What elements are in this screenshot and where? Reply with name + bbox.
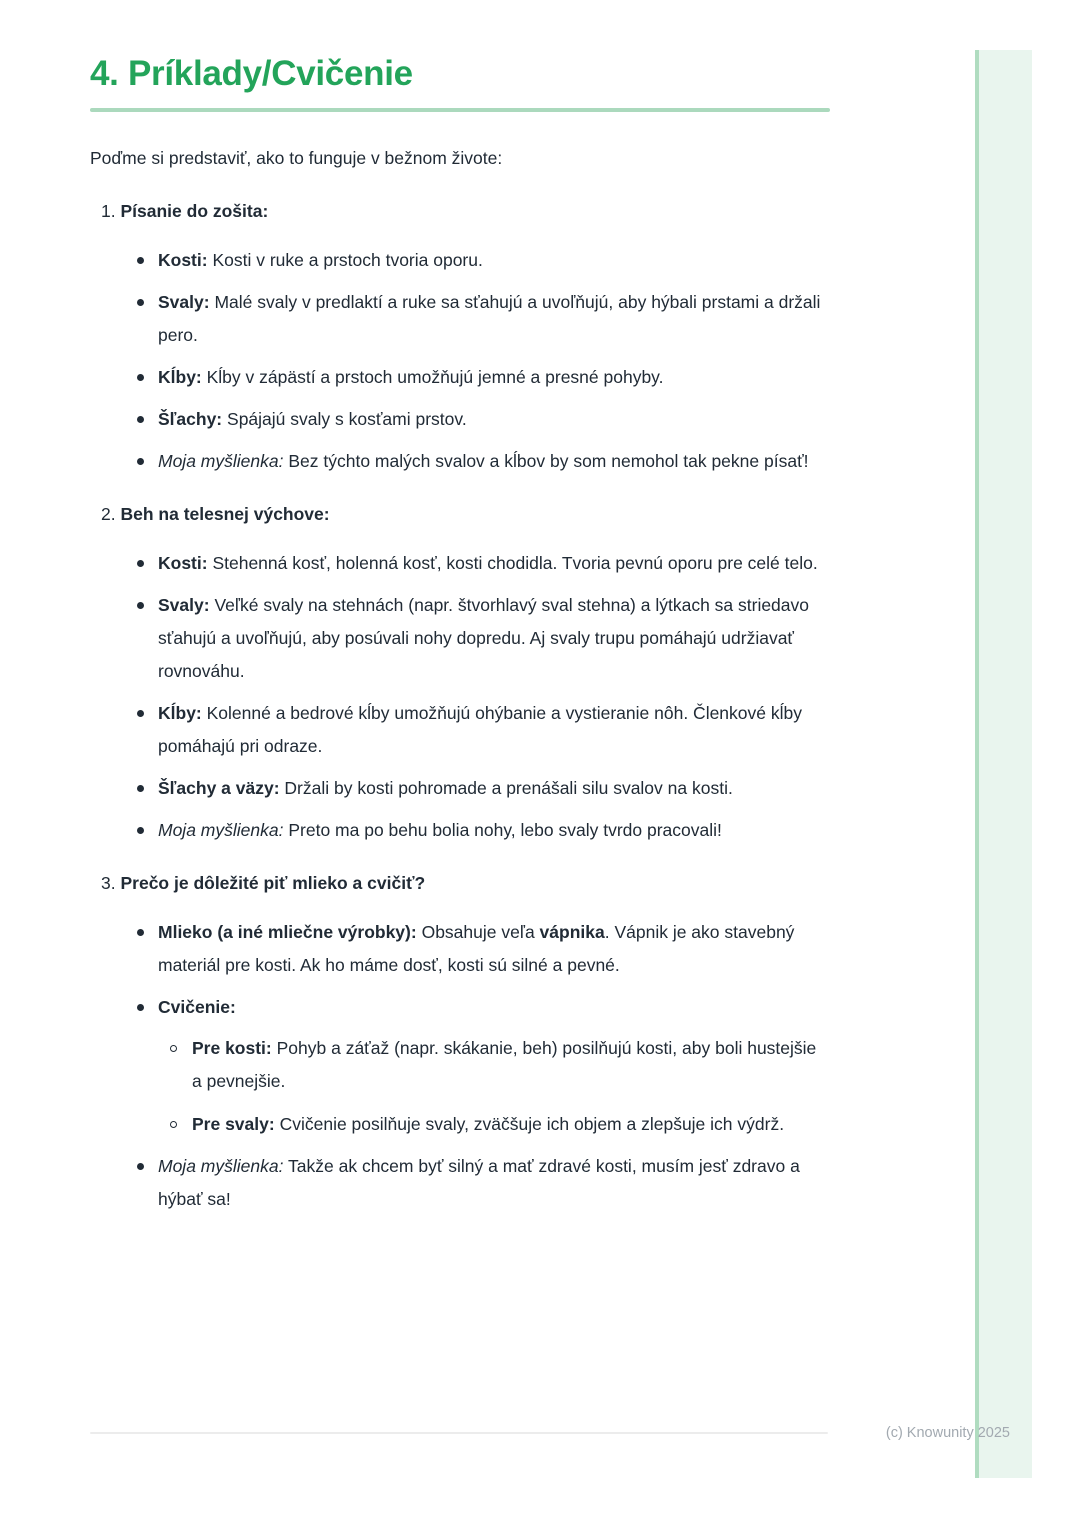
list-item (137, 547, 830, 580)
item-label: Kĺby: (158, 703, 202, 723)
item-text: Takže ak chcem byť silný a mať zdravé kosti, musím jesť zdravo a hýbať sa! (158, 1156, 800, 1209)
sections (90, 195, 830, 1216)
item-text-block (158, 697, 830, 763)
list-item (137, 403, 830, 436)
sub-item-label: Pre svaly: (192, 1114, 275, 1134)
item-label: Šľachy a väzy: (158, 778, 280, 798)
bullet-icon (137, 602, 144, 609)
section-number: 3. (101, 873, 116, 893)
item-text: Kosti v ruke a prstoch tvoria oporu. (212, 250, 483, 270)
section-title: Beh na telesnej výchove: (120, 504, 330, 524)
section-title: Prečo je dôležité piť mlieko a cvičiť? (120, 873, 426, 893)
section-heading (90, 195, 830, 228)
item-text-block (158, 589, 830, 688)
title-underline (90, 108, 830, 112)
item-text: Preto ma po behu bolia nohy, lebo svaly tvrdo pracovali! (288, 820, 722, 840)
section-number: 2. (101, 504, 116, 524)
bullet-icon (137, 1004, 144, 1011)
section-number: 1. (101, 201, 116, 221)
item-text: Spájajú svaly s kosťami prstov. (227, 409, 467, 429)
bullet-icon (137, 458, 144, 465)
list-item (137, 361, 830, 394)
bullet-icon (137, 374, 144, 381)
bullet-icon (137, 560, 144, 567)
item-label: Svaly: (158, 595, 210, 615)
bullet-list (90, 244, 830, 478)
item-label: Cvičenie: (158, 997, 236, 1017)
item-label: Mlieko (a iné mliečne výrobky): (158, 922, 417, 942)
item-text-block (158, 991, 830, 1141)
sub-item-text: Pohyb a záťaž (napr. skákanie, beh) posilňujú kosti, aby boli hustejšie a pevnejšie. (192, 1038, 817, 1091)
copyright-text: (c) Knowunity 2025 (885, 1425, 1010, 1441)
item-text: Kĺby v zápästí a prstoch umožňujú jemné a presné pohyby. (206, 367, 664, 387)
bullet-icon (137, 299, 144, 306)
bullet-icon (137, 710, 144, 717)
item-text-block (158, 403, 830, 436)
section-heading (90, 498, 830, 531)
bullet-list (90, 547, 830, 847)
item-text-segment: vápnika (539, 922, 605, 942)
footer-divider (90, 1432, 828, 1434)
sub-item-label: Pre kosti: (192, 1038, 272, 1058)
page-footer (90, 1425, 1010, 1441)
list-item (137, 697, 830, 763)
section-heading (90, 867, 830, 900)
sub-item-text-block (192, 1032, 830, 1098)
item-text: Malé svaly v predlaktí a ruke sa sťahujú a uvoľňujú, aby hýbali prstami a držali pero. (158, 292, 821, 345)
bullet-icon (137, 785, 144, 792)
item-text-block (158, 361, 830, 394)
list-item (137, 244, 830, 277)
item-text-segment: Obsahuje veľa (421, 922, 540, 942)
item-text-block (158, 772, 830, 805)
sub-item-text: Cvičenie posilňuje svaly, zväčšuje ich objem a zlepšuje ich výdrž. (279, 1114, 785, 1134)
sub-bullet-list (158, 1032, 830, 1141)
sub-item-text-block (192, 1108, 830, 1141)
list-item (137, 286, 830, 352)
item-text: Bez týchto malých svalov a kĺbov by som nemohol tak pekne písať! (288, 451, 809, 471)
page-edge-decoration (975, 50, 1032, 1478)
section (90, 498, 830, 847)
item-text: Držali by kosti pohromade a prenášali silu svalov na kosti. (284, 778, 733, 798)
page-title: 4. Príklady/Cvičenie (90, 54, 413, 93)
item-label: Kosti: (158, 553, 208, 573)
section-title: Písanie do zošita: (120, 201, 269, 221)
bullet-icon (137, 827, 144, 834)
item-text-block (158, 814, 830, 847)
item-label: Kĺby: (158, 367, 202, 387)
list-item (137, 589, 830, 688)
bullet-icon (137, 257, 144, 264)
list-item (137, 1150, 830, 1216)
item-label: Svaly: (158, 292, 210, 312)
item-text-block (158, 547, 830, 580)
item-text: Kolenné a bedrové kĺby umožňujú ohýbanie a vystieranie nôh. Členkové kĺby pomáhajú pri odraze. (158, 703, 802, 756)
intro-text: Poďme si predstaviť, ako to funguje v bežnom živote: (90, 148, 503, 168)
section (90, 195, 830, 478)
section (90, 867, 830, 1216)
item-text: Veľké svaly na stehnách (napr. štvorhlavý sval stehna) a lýtkach sa striedavo sťahujú a uvoľňujú, aby posúvali nohy dopredu. Aj svaly trupu pomáhajú udržiavať rovnováhu. (158, 595, 810, 681)
item-text-block (158, 286, 830, 352)
bullet-icon (137, 1163, 144, 1170)
item-label: Moja myšlienka: (158, 451, 284, 471)
list-item (137, 772, 830, 805)
list-item (137, 445, 830, 478)
item-text: Stehenná kosť, holenná kosť, kosti chodidla. Tvoria pevnú oporu pre celé telo. (212, 553, 818, 573)
item-text-block (158, 916, 830, 982)
bullet-icon (137, 416, 144, 423)
item-text-segment: . Vápnik je ako stavebný materiál pre kosti. Ak ho máme dosť, kosti sú silné a pevné. (158, 922, 795, 975)
bullet-list (90, 916, 830, 1216)
list-item (137, 814, 830, 847)
item-label: Kosti: (158, 250, 208, 270)
sub-list-item (170, 1032, 830, 1098)
list-item (137, 916, 830, 982)
circle-bullet-icon (170, 1045, 177, 1052)
item-text-block (158, 1150, 830, 1216)
bullet-icon (137, 929, 144, 936)
list-item (137, 991, 830, 1141)
item-label: Moja myšlienka: (158, 820, 284, 840)
item-label: Šľachy: (158, 409, 223, 429)
circle-bullet-icon (170, 1121, 177, 1128)
item-text-block (158, 244, 830, 277)
content-area (90, 0, 830, 1225)
sub-list-item (170, 1108, 830, 1141)
item-label: Moja myšlienka: (158, 1156, 284, 1176)
item-text-block (158, 445, 830, 478)
